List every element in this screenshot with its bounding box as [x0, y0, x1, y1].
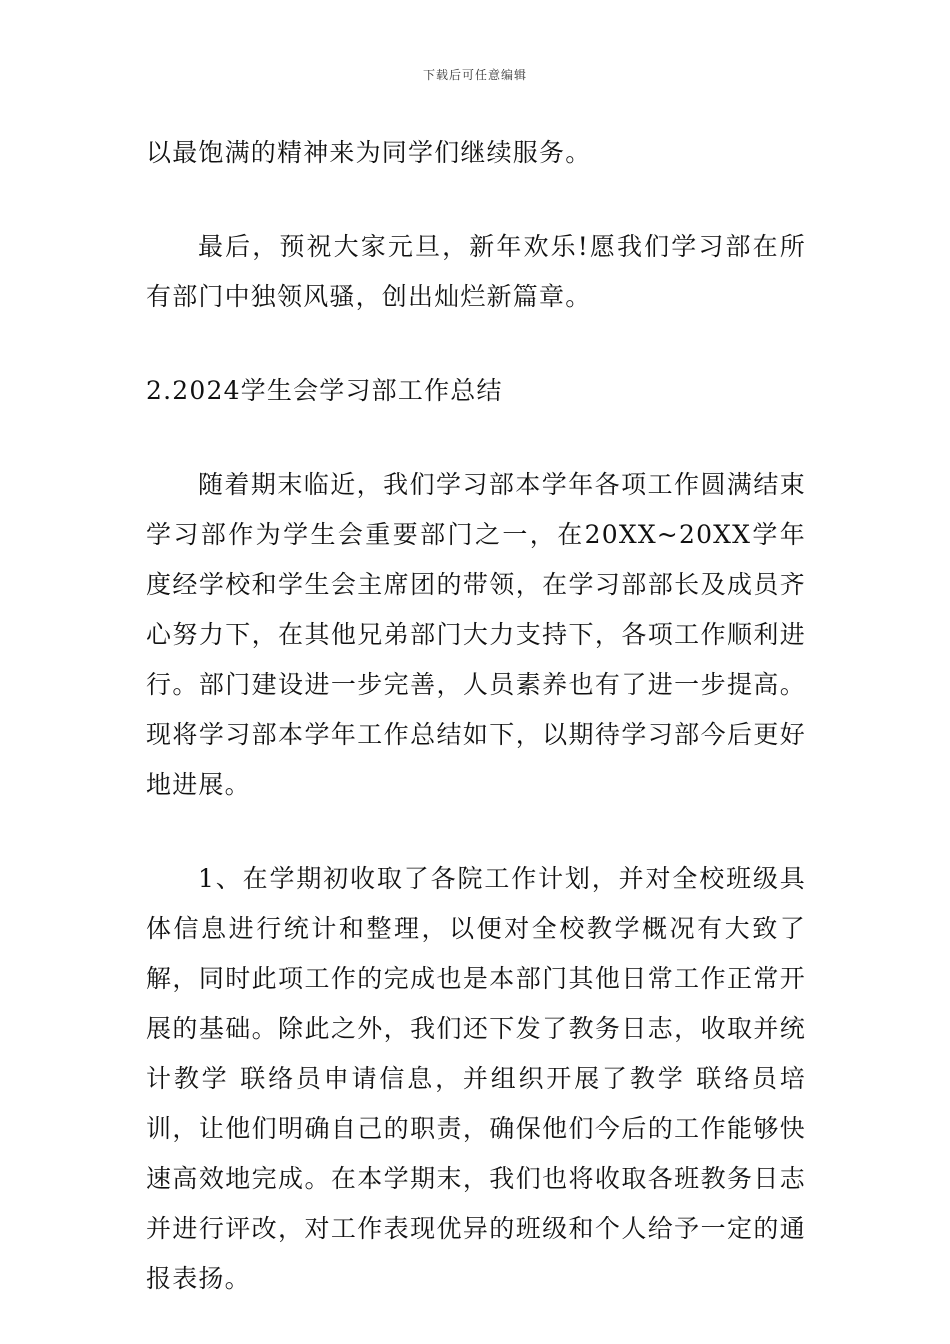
paragraph-item-1: 1、在学期初收取了各院工作计划，并对全校班级具体信息进行统计和整理，以便对全校教学概况有大致了解，同时此项工作的完成也是本部门其他日常工作正常开展的基础。除此之外，我们还下发了教务日志，收取并统计教学 联络员申请信息，并组织开展了教学 联络员培训，让他们明确自己的职责，确保他们今后的工作能够快速高效地完成。在本学期末，我们也将收取各班教务日志并进行评改，对工作表现优异的班级和个人给予一定的通报表扬。 [146, 864, 806, 1293]
paragraph-new-year-wishes: 最后，预祝大家元旦，新年欢乐!愿我们学习部在所有部门中独领风骚，创出灿烂新篇章。 [146, 232, 806, 311]
paragraph-summary-intro: 随着期末临近，我们学习部本学年各项工作圆满结束学习部作为学生会重要部门之一，在20XX~20XX学年度经学校和学生会主席团的带领，在学习部部长及成员齐心努力下，在其他兄弟部门大力支持下，各项工作顺利进行。部门建设进一步完善，人员素养也有了进一步提高。现将学习部本学年工作总结如下，以期待学习部今后更好地进展。 [146, 470, 806, 799]
page-header: 下载后可任意编辑 [422, 68, 527, 82]
document-body [146, 128, 806, 1304]
paragraph-closing-line: 以最饱满的精神来为同学们继续服务。 [146, 138, 592, 167]
section-heading: 2.2024学生会学习部工作总结 [146, 376, 503, 405]
